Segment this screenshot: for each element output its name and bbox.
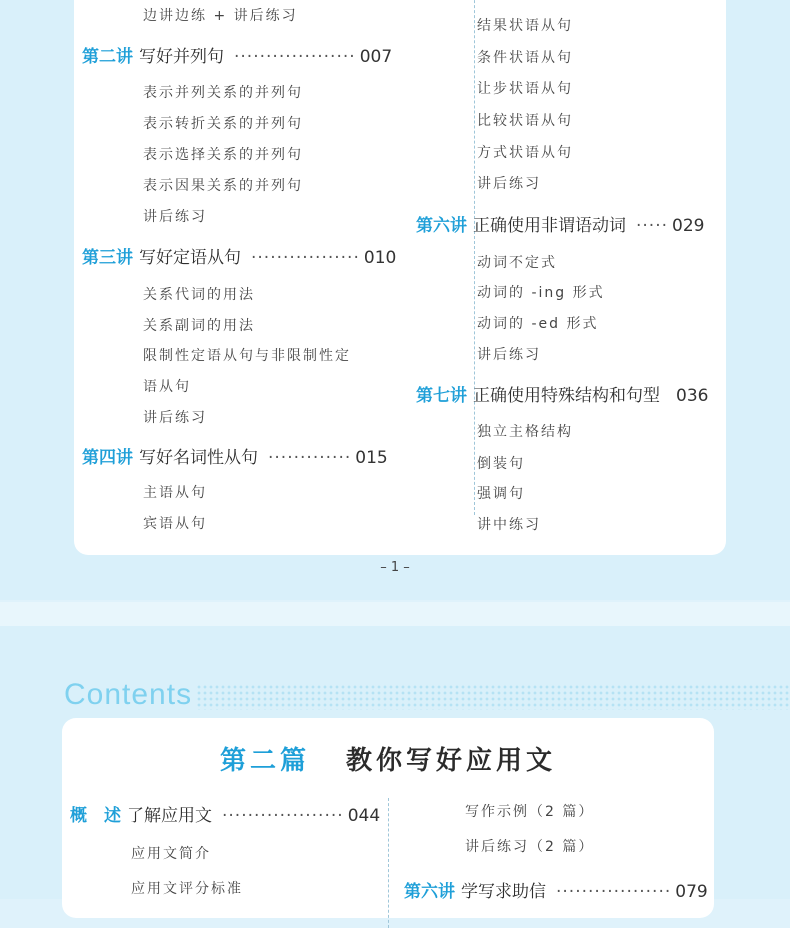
toc-item[interactable]: 应用文评分标准 (131, 881, 243, 897)
page-ref: 079 (675, 882, 708, 902)
toc-item[interactable]: 讲后练习（2 篇） (465, 839, 595, 855)
column-divider (474, 0, 475, 515)
toc-item[interactable]: 动词不定式 (477, 255, 557, 271)
leader-dots: ············· (268, 448, 352, 468)
contents-heading: Contents (64, 678, 193, 711)
toc-lecture-4[interactable] (82, 443, 388, 468)
lecture-title: 正确使用非谓语动词 (473, 216, 626, 236)
toc-item[interactable]: 关系代词的用法 (143, 287, 255, 303)
toc-card-2 (62, 718, 714, 918)
part-number: 第二篇 (219, 746, 310, 776)
lecture-title: 了解应用文 (127, 806, 212, 826)
toc-overview[interactable] (70, 801, 380, 826)
toc-item[interactable]: 表示选择关系的并列句 (143, 147, 303, 163)
toc-page-2 (0, 626, 790, 902)
lecture-title: 写好定语从句 (139, 248, 241, 268)
toc-item[interactable]: 限制性定语从句与非限制性定 (143, 348, 351, 364)
leader-dots: ··················· (222, 806, 344, 826)
page-ref: 029 (672, 216, 705, 236)
leader-dots: ·················· (556, 882, 672, 902)
page-number: – 1 – (380, 560, 410, 575)
toc-item[interactable]: 讲后练习 (143, 410, 207, 426)
page-ref: 007 (359, 47, 393, 67)
lecture-number: 概 述 (70, 806, 121, 826)
toc-item[interactable]: 讲后练习 (477, 176, 541, 192)
toc-item[interactable]: 动词的 -ing 形式 (477, 285, 605, 301)
toc-item[interactable]: 独立主格结构 (477, 424, 573, 440)
toc-item[interactable]: 讲后练习 (477, 347, 541, 363)
dot-pattern-band (196, 684, 790, 710)
toc-item[interactable]: 比较状语从句 (477, 113, 573, 129)
toc-lecture-6[interactable] (404, 877, 708, 902)
toc-lecture-7[interactable] (416, 381, 708, 406)
toc-lecture-6[interactable] (416, 211, 704, 236)
page-ref: 010 (363, 248, 397, 268)
toc-item[interactable]: 讲中练习 (477, 517, 541, 533)
toc-item[interactable]: 表示因果关系的并列句 (143, 178, 303, 194)
toc-item[interactable]: 强调句 (477, 486, 525, 502)
toc-item[interactable]: 表示转折关系的并列句 (143, 116, 303, 132)
page-ref: 044 (347, 806, 381, 826)
toc-item[interactable]: 语从句 (143, 379, 191, 395)
toc-item[interactable]: 关系副词的用法 (143, 318, 255, 334)
toc-lecture-3[interactable] (82, 243, 396, 268)
lecture-number: 第四讲 (82, 448, 133, 468)
toc-item[interactable]: 写作示例（2 篇） (465, 804, 595, 820)
toc-card-1 (74, 0, 726, 555)
leader-dots: ················· (251, 248, 360, 268)
part-heading (62, 740, 714, 777)
column-divider (388, 798, 389, 928)
lecture-title: 写好并列句 (139, 47, 224, 67)
toc-item[interactable]: 边讲边练 + 讲后练习 (143, 8, 298, 24)
lecture-number: 第七讲 (416, 386, 467, 406)
lecture-title: 写好名词性从句 (139, 448, 258, 468)
toc-item[interactable]: 宾语从句 (143, 516, 207, 532)
toc-item[interactable]: 主语从句 (143, 485, 207, 501)
lecture-number: 第六讲 (404, 882, 455, 902)
toc-item[interactable]: 动词的 -ed 形式 (477, 316, 599, 332)
page-ref: 015 (355, 448, 388, 468)
lecture-title: 学写求助信 (461, 882, 546, 902)
toc-item[interactable]: 让步状语从句 (477, 81, 573, 97)
toc-lecture-2[interactable] (82, 42, 392, 67)
page-gap (0, 602, 790, 626)
toc-item[interactable]: 条件状语从句 (477, 50, 573, 66)
toc-item[interactable]: 方式状语从句 (477, 145, 573, 161)
toc-item[interactable]: 应用文简介 (131, 846, 211, 862)
toc-item[interactable]: 讲后练习 (143, 209, 207, 225)
leader-dots: ··················· (234, 47, 356, 67)
part-title: 教你写好应用文 (346, 746, 557, 776)
lecture-title: 正确使用特殊结构和句型 (473, 386, 660, 406)
lecture-number: 第六讲 (416, 216, 467, 236)
toc-item[interactable]: 结果状语从句 (477, 18, 573, 34)
toc-item[interactable]: 倒装句 (477, 456, 525, 472)
lecture-number: 第二讲 (82, 47, 133, 67)
leader-dots: ····· (636, 216, 669, 236)
lecture-number: 第三讲 (82, 248, 133, 268)
toc-item[interactable]: 表示并列关系的并列句 (143, 85, 303, 101)
page-ref: 036 (676, 386, 709, 406)
